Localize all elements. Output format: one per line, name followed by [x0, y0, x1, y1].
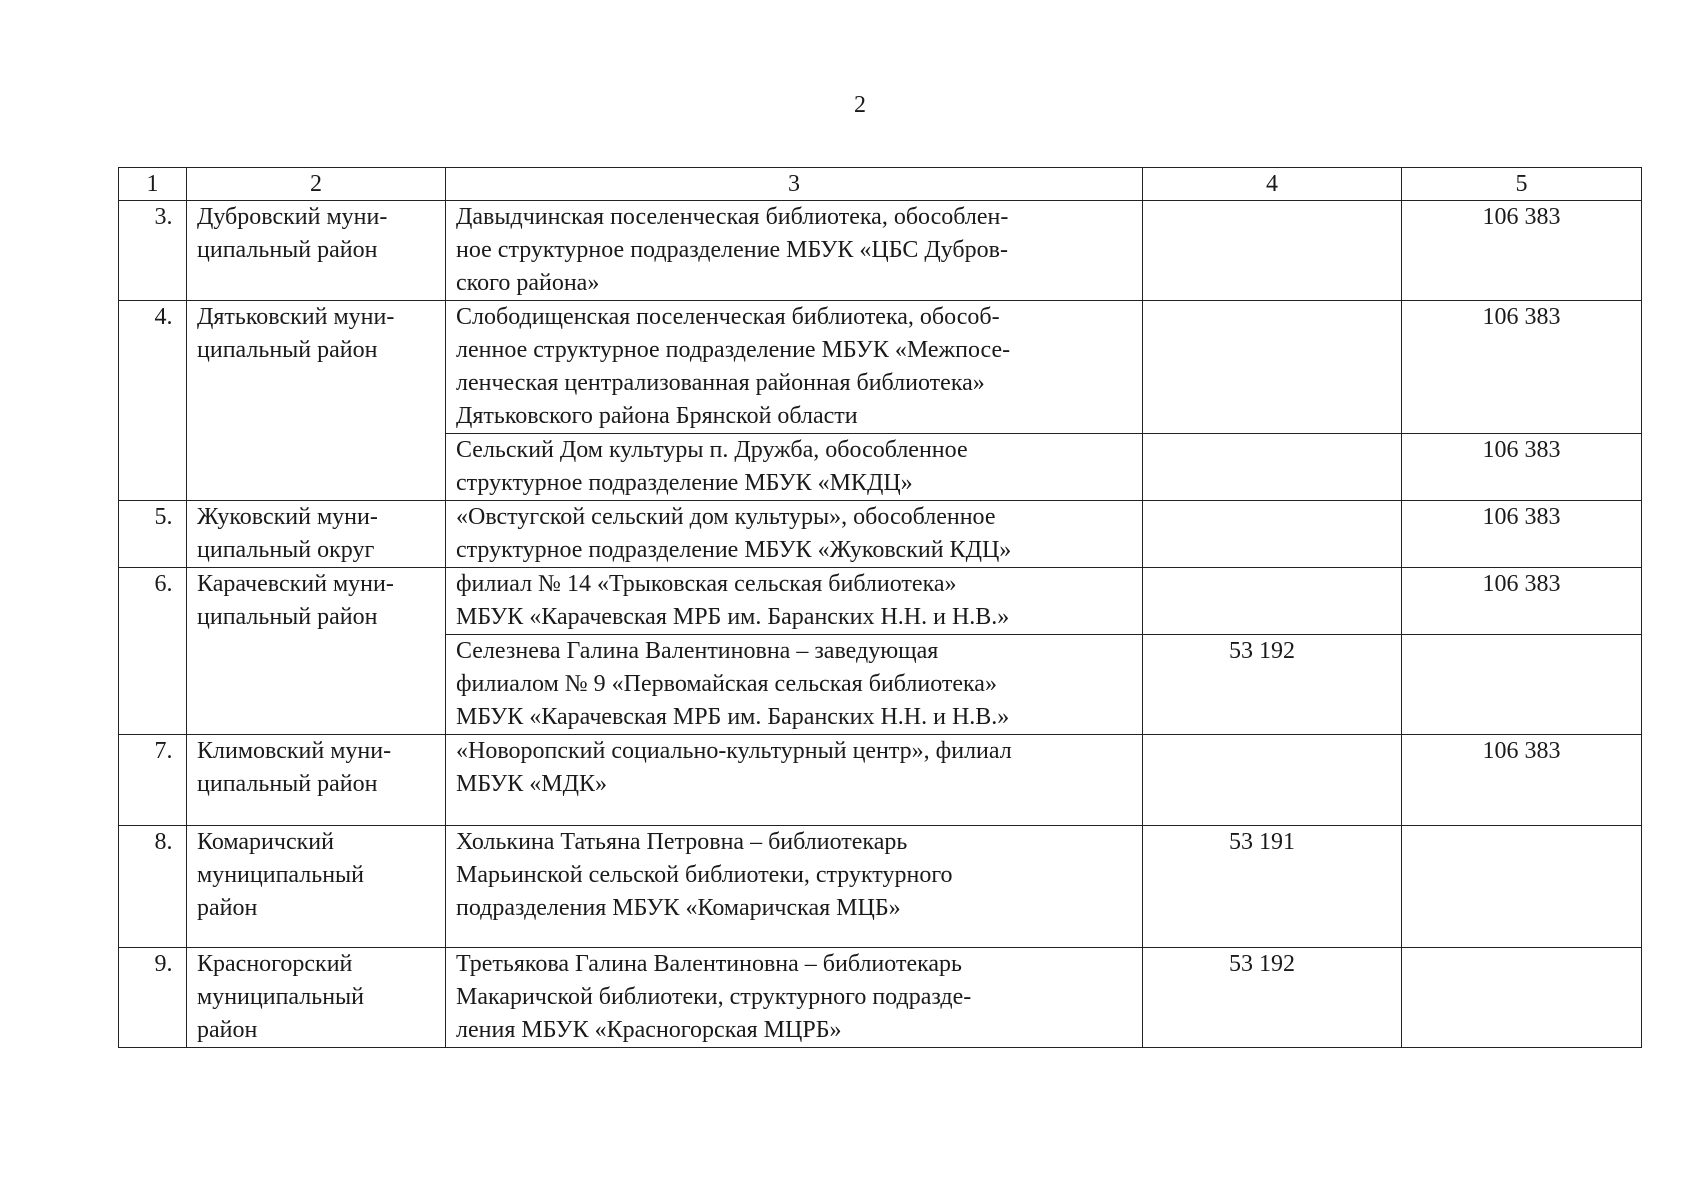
description-line: Дятьковского района Брянской области: [456, 403, 858, 429]
row-number-cell: [119, 826, 187, 948]
row-number: 9.: [154, 951, 173, 977]
amount-col4: 53 191: [1229, 829, 1295, 855]
amount-col5: 106 383: [1482, 571, 1561, 597]
description-line: ления МБУК «Красногорская МЦРБ»: [456, 1017, 842, 1043]
row-number: 3.: [154, 204, 173, 230]
description-line: ленное структурное подразделение МБУК «Межпосе-: [456, 337, 1011, 363]
description-cell: [446, 568, 1143, 635]
row-number: 8.: [154, 829, 173, 855]
amount-col5: 106 383: [1482, 204, 1561, 230]
row-number: 4.: [154, 304, 173, 330]
amount-col4-cell: [1143, 501, 1402, 568]
district-line: Дятьковский муни-: [197, 304, 395, 330]
description-cell: [446, 735, 1143, 826]
district-line: ципальный район: [197, 337, 378, 363]
district-line: муниципальный: [197, 862, 365, 888]
description-line: МБУК «Карачевская МРБ им. Баранских Н.Н. и Н.В.»: [456, 704, 1010, 730]
description-cell: [446, 201, 1143, 301]
header-cell-1: 1: [119, 168, 187, 201]
table-row: [119, 568, 1642, 635]
row-number: 6.: [154, 571, 173, 597]
district-line: ципальный округ: [197, 537, 375, 563]
table-row: [119, 735, 1642, 826]
amount-col5-cell: [1402, 735, 1642, 826]
row-number: 5.: [154, 504, 173, 530]
amount-col5-cell: [1402, 826, 1642, 948]
table-row: [119, 948, 1642, 1048]
amount-col4-cell: [1143, 568, 1402, 635]
row-number-cell: [119, 568, 187, 735]
description-line: структурное подразделение МБУК «МКДЦ»: [456, 470, 913, 496]
amount-col5-cell: [1402, 948, 1642, 1048]
row-number-cell: [119, 201, 187, 301]
table-row: [119, 826, 1642, 948]
description-line: «Овстугской сельский дом культуры», обособленное: [456, 504, 996, 530]
allocation-table: [118, 167, 1642, 1048]
table-row: [119, 201, 1642, 301]
description-cell: [446, 635, 1143, 735]
amount-col4-cell: [1143, 948, 1402, 1048]
row-number-cell: [119, 735, 187, 826]
description-line: ное структурное подразделение МБУК «ЦБС Дубров-: [456, 237, 1008, 263]
amount-col4: 53 192: [1229, 638, 1295, 664]
district-cell: [187, 501, 446, 568]
district-line: район: [197, 1017, 258, 1043]
row-number-cell: [119, 948, 187, 1048]
description-cell: [446, 948, 1143, 1048]
description-cell: [446, 826, 1143, 948]
district-line: Комаричский: [197, 829, 334, 855]
description-line: Марьинской сельской библиотеки, структурного: [456, 862, 953, 888]
row-number: 7.: [154, 738, 173, 764]
row-number-cell: [119, 301, 187, 501]
district-cell: [187, 201, 446, 301]
description-line: Слободищенская поселенческая библиотека, обособ-: [456, 304, 1000, 330]
header-cell-2: 2: [187, 168, 446, 201]
description-line: структурное подразделение МБУК «Жуковский КДЦ»: [456, 537, 1012, 563]
description-line: «Новоропский социально-культурный центр», филиал: [456, 738, 1012, 764]
description-cell: [446, 434, 1143, 501]
amount-col4: 53 192: [1229, 951, 1295, 977]
page-number: 2: [854, 92, 866, 118]
description-line: Макаричской библиотеки, структурного подразде-: [456, 984, 972, 1010]
district-line: Жуковский муни-: [197, 504, 378, 530]
header-cell-4: 4: [1143, 168, 1402, 201]
amount-col5-cell: [1402, 301, 1642, 434]
amount-col5-cell: [1402, 635, 1642, 735]
district-line: ципальный район: [197, 604, 378, 630]
amount-col4-cell: [1143, 434, 1402, 501]
row-number-cell: [119, 501, 187, 568]
description-line: ленческая централизованная районная библиотека»: [456, 370, 985, 396]
amount-col4-cell: [1143, 301, 1402, 434]
district-line: Дубровский муни-: [197, 204, 388, 230]
amount-col4-cell: [1143, 826, 1402, 948]
district-line: ципальный район: [197, 237, 378, 263]
amount-col5-cell: [1402, 434, 1642, 501]
amount-col5: 106 383: [1482, 738, 1561, 764]
description-line: филиал № 14 «Трыковская сельская библиотека»: [456, 571, 957, 597]
description-line: Селезнева Галина Валентиновна – заведующая: [456, 638, 939, 664]
district-line: Красногорский: [197, 951, 353, 977]
amount-col5-cell: [1402, 201, 1642, 301]
district-line: Климовский муни-: [197, 738, 392, 764]
district-cell: [187, 568, 446, 735]
district-line: район: [197, 895, 258, 921]
amount-col5: 106 383: [1482, 504, 1561, 530]
description-line: филиалом № 9 «Первомайская сельская библиотека»: [456, 671, 997, 697]
amount-col5-cell: [1402, 501, 1642, 568]
amount-col4-cell: [1143, 201, 1402, 301]
description-line: подразделения МБУК «Комаричская МЦБ»: [456, 895, 901, 921]
description-line: Давыдчинская поселенческая библиотека, обособлен-: [456, 204, 1009, 230]
amount-col4-cell: [1143, 735, 1402, 826]
description-line: Холькина Татьяна Петровна – библиотекарь: [456, 829, 908, 855]
district-cell: [187, 735, 446, 826]
description-line: Третьякова Галина Валентиновна – библиотекарь: [456, 951, 962, 977]
amount-col5: 106 383: [1482, 437, 1561, 463]
header-cell-5: 5: [1402, 168, 1642, 201]
district-cell: [187, 948, 446, 1048]
description-line: Сельский Дом культуры п. Дружба, обособленное: [456, 437, 968, 463]
header-cell-3: 3: [446, 168, 1143, 201]
district-line: муниципальный: [197, 984, 365, 1010]
description-line: МБУК «МДК»: [456, 771, 607, 797]
table-row: [119, 301, 1642, 434]
table-row: [119, 501, 1642, 568]
description-line: ского района»: [456, 270, 600, 296]
amount-col5-cell: [1402, 568, 1642, 635]
amount-col4-cell: [1143, 635, 1402, 735]
description-cell: [446, 501, 1143, 568]
district-line: Карачевский муни-: [197, 571, 394, 597]
district-line: ципальный район: [197, 771, 378, 797]
amount-col5: 106 383: [1482, 304, 1561, 330]
description-line: МБУК «Карачевская МРБ им. Баранских Н.Н. и Н.В.»: [456, 604, 1010, 630]
district-cell: [187, 826, 446, 948]
district-cell: [187, 301, 446, 501]
description-cell: [446, 301, 1143, 434]
header-row: [119, 168, 1642, 201]
